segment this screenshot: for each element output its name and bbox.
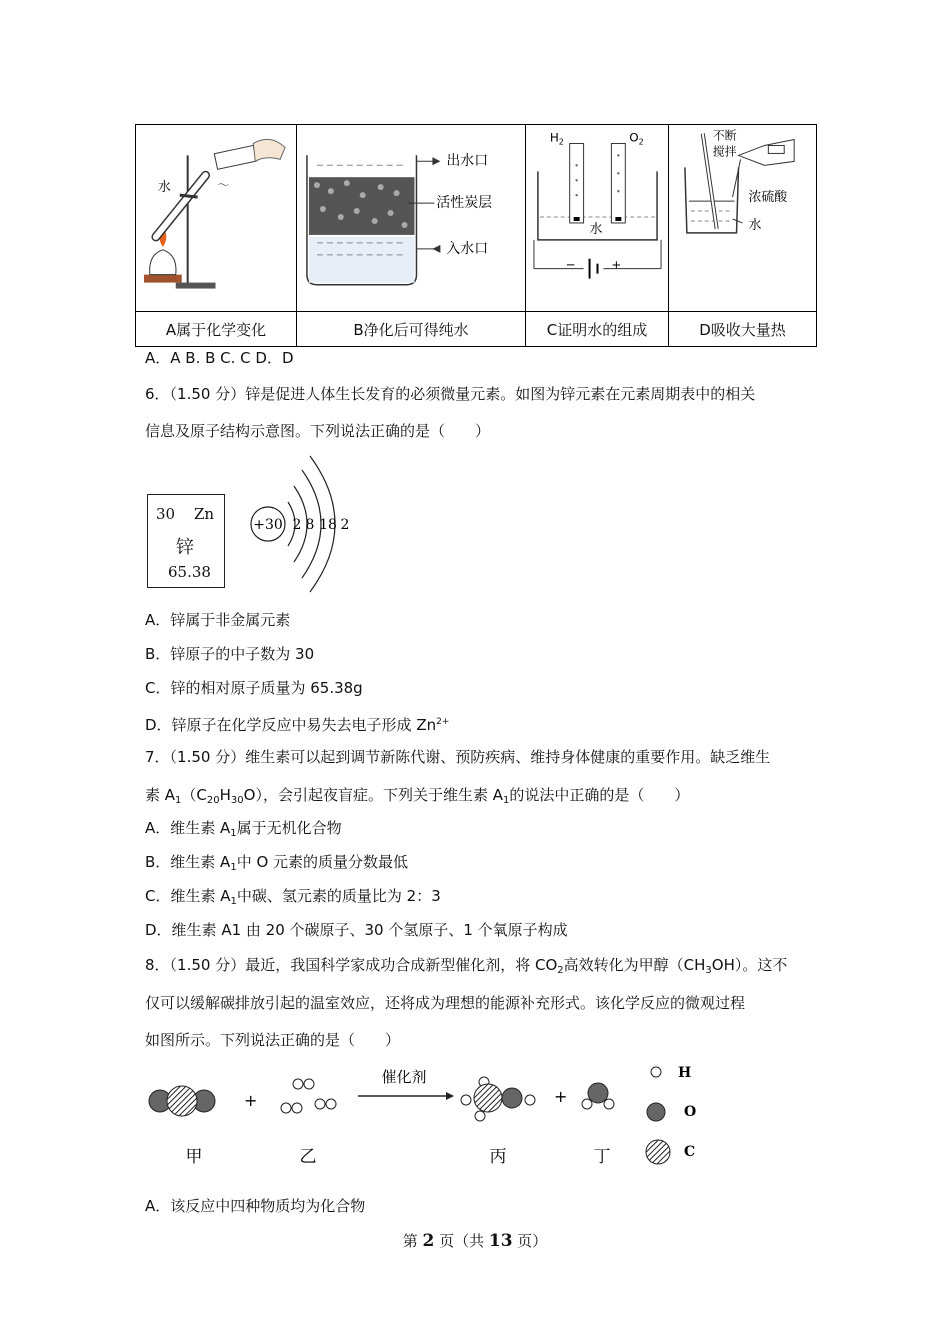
- o2-label: O: [629, 130, 639, 145]
- page-number: 2: [422, 1231, 435, 1251]
- q8-option-a: A．该反应中四种物质均为化合物: [145, 1197, 366, 1215]
- dilution-figure: [669, 125, 816, 311]
- molecule-jia: [149, 1086, 215, 1116]
- figure-c-cell: [526, 125, 669, 312]
- acid-label: 浓硫酸: [748, 190, 788, 206]
- q7-option-d: D．维生素 A1 由 20 个碳原子、30 个氢原子、1 个氧原子构成: [145, 921, 568, 939]
- caption-c: C证明水的组成: [526, 312, 669, 347]
- q6-line-2: 信息及原子结构示意图。下列说法正确的是（ ）: [145, 422, 491, 440]
- heating-tube-figure: [136, 125, 296, 311]
- nucleus-charge: +30: [253, 517, 283, 533]
- q6-option-b: B．锌原子的中子数为 30: [145, 645, 315, 663]
- legend-c: C: [684, 1144, 696, 1160]
- page-footer: 第 2 页（共 13 页）: [402, 1231, 548, 1251]
- svg-text:H2: $H_2$: [549, 130, 564, 147]
- molecule-ding: [582, 1083, 614, 1109]
- page-total: 13: [488, 1231, 513, 1251]
- stir-label-2: 搅拌: [712, 144, 737, 159]
- shell-1-electrons: 2: [292, 517, 302, 533]
- plus-sign-2: +: [554, 1087, 568, 1106]
- caption-d: D吸收大量热: [669, 312, 817, 347]
- carbon-layer-label: 活性炭层: [436, 195, 493, 212]
- zinc-element-cell: [147, 494, 225, 588]
- q7-line-2: 素 $A_1(C_{20}H_{30}O)$，会引起夜盲症。下列关于维生素 $A_1$的说法中正确的是（ ）: [145, 786, 690, 806]
- name-bing: 丙: [489, 1147, 507, 1167]
- q7-option-c: C．维生素 $A_1$中碳、氢元素的质量比为 2：3: [145, 887, 441, 907]
- svg-text:O2: $O_2$: [629, 130, 644, 147]
- stir-label-1: 不断: [712, 128, 737, 143]
- q8-line-3: 如图所示。下列说法正确的是（ ）: [145, 1031, 401, 1049]
- shell-3-electrons: 18: [319, 517, 337, 533]
- catalyst-label: 催化剂: [381, 1068, 427, 1086]
- h2-label: H: [549, 130, 559, 145]
- atom-legend: [646, 1065, 696, 1164]
- q6-option-c: C．锌的相对原子质量为 65.38g: [145, 679, 363, 697]
- electrolysis-figure: [526, 125, 668, 311]
- outlet-label: 出水口: [446, 153, 489, 170]
- element-name: 锌: [176, 537, 194, 558]
- legend-o: O: [684, 1104, 697, 1120]
- experiment-table: [135, 124, 817, 347]
- water-filter-figure: [297, 125, 525, 311]
- name-jia: 甲: [185, 1147, 203, 1167]
- water-label: 水: [157, 180, 171, 196]
- molecule-bing: [461, 1077, 535, 1121]
- electrolysis-water-label: 水: [589, 221, 603, 237]
- atom-structure-diagram: [248, 452, 358, 598]
- q7-option-b: B．维生素 $A_1$中 O 元素的质量分数最低: [145, 853, 409, 873]
- reaction-micro-diagram: [140, 1058, 710, 1176]
- caption-b: B净化后可得纯水: [297, 312, 526, 347]
- q6-option-d: D．锌原子在化学反应中易失去电子形成 $Zn^{2+}$: [145, 716, 450, 734]
- q6-line-1: 6．（1.50 分）锌是促进人体生长发育的必须微量元素。如图为锌元素在元素周期表中的相关: [145, 385, 756, 403]
- plus-label: +: [611, 257, 622, 272]
- name-yi: 乙: [299, 1147, 317, 1167]
- element-symbol: Zn: [194, 505, 215, 523]
- q8-line-2: 仅可以缓解碳排放引起的温室效应，还将成为理想的能源补充形式。该化学反应的微观过程: [145, 994, 746, 1012]
- dilution-water-label: 水: [748, 217, 762, 233]
- figure-a-cell: [136, 125, 297, 312]
- q7-line-1: 7．（1.50 分）维生素可以起到调节新陈代谢、预防疾病、维持身体健康的重要作用。缺乏维生: [145, 748, 771, 766]
- shell-4-electrons: 2: [340, 517, 350, 533]
- figure-b-cell: [297, 125, 526, 312]
- name-ding: 丁: [593, 1147, 611, 1167]
- q7-option-a: A．维生素 $A_1$属于无机化合物: [145, 819, 342, 839]
- q8-line-1: 8．（1.50 分）最近，我国科学家成功合成新型催化剂，将 $CO_2$高效转化为甲醇$(CH_3OH)$。这不: [145, 956, 788, 976]
- q6-option-a: A．锌属于非金属元素: [145, 611, 291, 629]
- atomic-mass: 65.38: [168, 563, 211, 581]
- molecule-yi: [281, 1079, 336, 1113]
- caption-a: A属于化学变化: [136, 312, 297, 347]
- svg-text:〜: 〜: [217, 178, 230, 193]
- plus-sign-1: +: [244, 1091, 258, 1110]
- figure-d-cell: [669, 125, 817, 312]
- inlet-label: 入水口: [446, 240, 489, 257]
- atomic-number: 30: [156, 505, 176, 523]
- minus-label: −: [565, 257, 576, 272]
- legend-h: H: [678, 1065, 692, 1081]
- q5-options: A．A B. B C. C D．D: [145, 349, 294, 367]
- shell-2-electrons: 8: [305, 517, 315, 533]
